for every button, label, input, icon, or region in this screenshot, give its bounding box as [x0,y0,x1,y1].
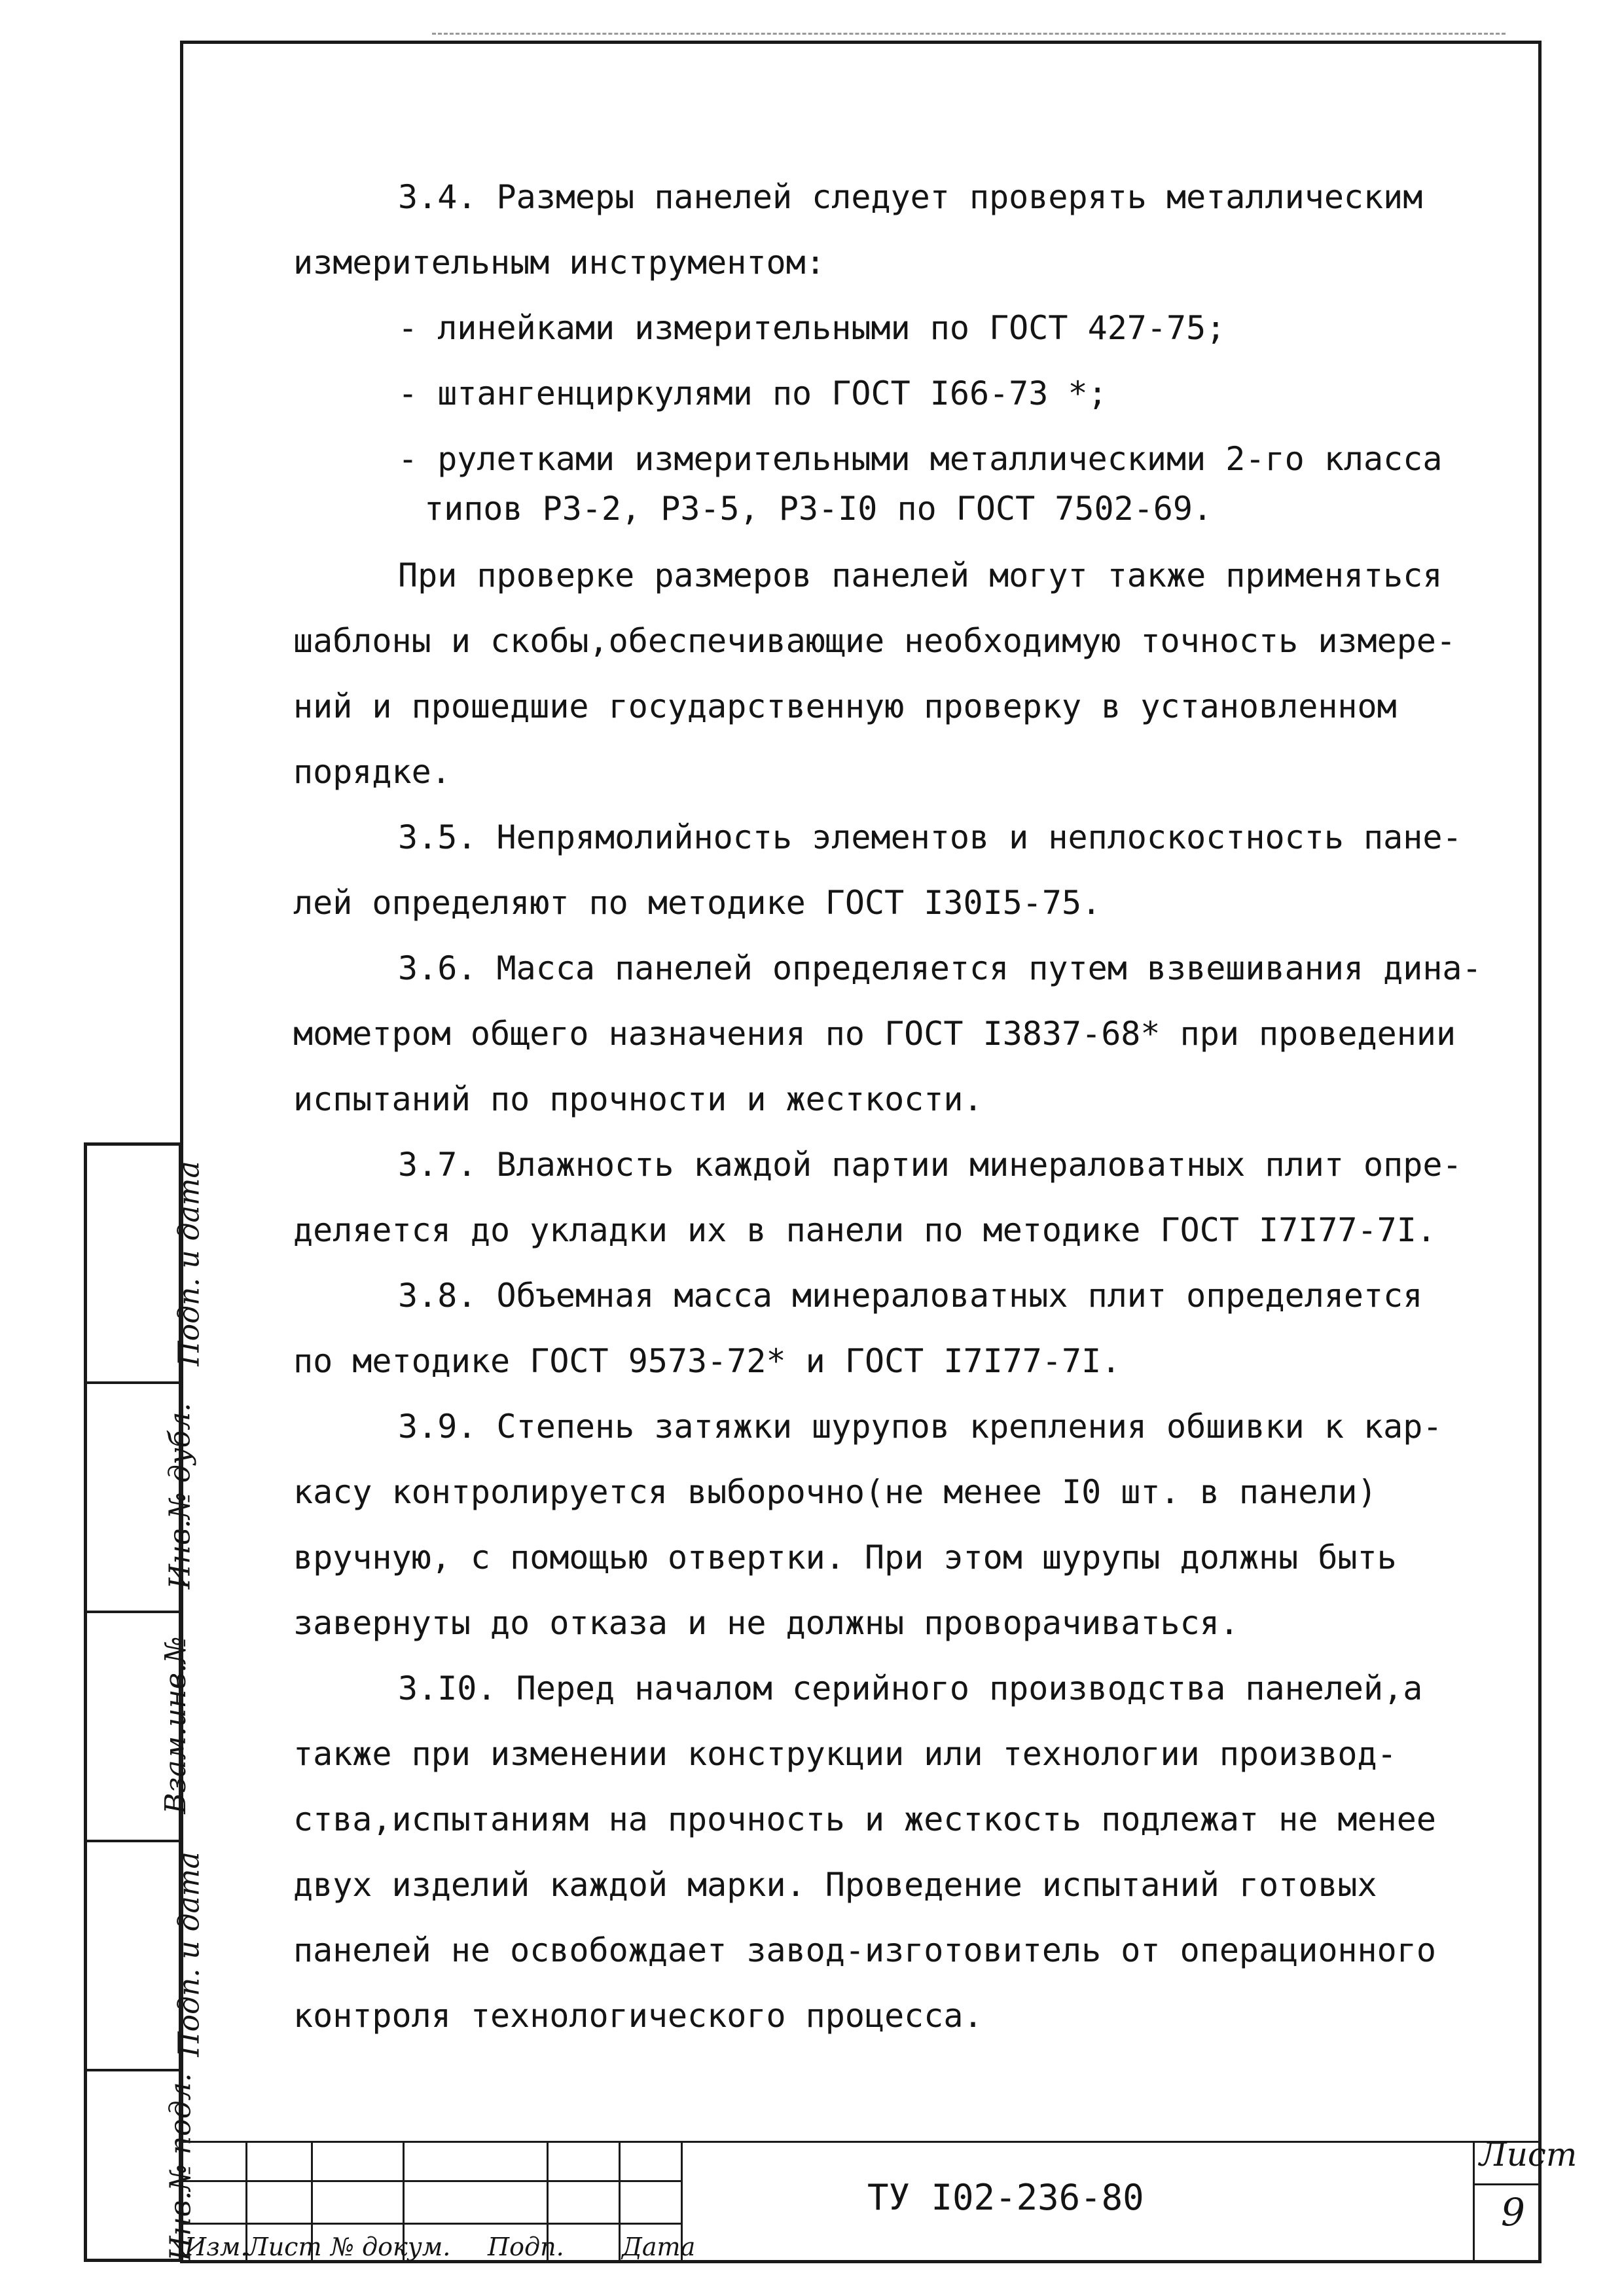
sheet-label: Лист [1479,2136,1578,2174]
col-label-signature: Подп. [488,2232,564,2261]
margin-label-replace-inv: Взам.инв.№ [158,1636,192,1814]
text-line: мометром общего назначения по ГОСТ I3837-68* при проведении [293,1015,1456,1053]
text-line: При проверке размеров панелей могут также применяться [398,556,1443,594]
text-line: 3.7. Влажность каждой партии минераловатных плит опре- [398,1146,1462,1184]
margin-label-sign-date-2: Подп. и дата [172,1851,206,2057]
list-item: - штангенциркулями по ГОСТ I66-73 *; [398,374,1108,412]
text-line: 3.4. Размеры панелей следует проверять металлическим [398,178,1423,216]
col-label-change: Изм. [185,2232,249,2261]
text-line: лей определяют по методике ГОСТ I30I5-75. [293,884,1102,922]
margin-label-sign-date-1: Подп. и дата [172,1161,206,1366]
margin-label-orig-inv: Инв.№ подл. [164,2073,198,2261]
text-line: завернуты до отказа и не должны проворачиваться. [293,1604,1239,1642]
margin-label-dup-inv: Инв.№ дубл. [163,1402,197,1590]
sheet-number: 9 [1501,2190,1525,2234]
document-number: ТУ I02-236-80 [867,2177,1144,2218]
text-line: 3.9. Степень затяжки шурупов крепления обшивки к кар- [398,1408,1443,1446]
top-dashed-line [432,33,1506,35]
text-line: 3.I0. Перед началом серийного производства панелей,а [398,1669,1423,1707]
margin-strip [84,1142,206,2262]
text-line: испытаний по прочности и жесткости. [293,1080,983,1118]
text-line: измерительным инструментом: [293,244,825,282]
text-line: деляется до укладки их в панели по методике ГОСТ I7I77-7I. [293,1211,1436,1249]
text-line: 3.5. Непрямолийность элементов и неплоскостность пане- [398,818,1462,856]
list-item: - рулетками измерительными металлическими 2-го класса [398,440,1443,478]
text-line: 3.8. Объемная масса минераловатных плит определяется [398,1277,1423,1315]
text-line: порядке. [293,753,451,791]
text-line: 3.6. Масса панелей определяется путем взвешивания дина- [398,949,1482,987]
list-item: - линейками измерительными по ГОСТ 427-75; [398,309,1226,347]
text-line: вручную, с помощью отвертки. При этом шурупы должны быть [293,1539,1397,1576]
col-label-doc-no: № докум. [331,2232,451,2261]
text-line: по методике ГОСТ 9573-72* и ГОСТ I7I77-7I. [293,1342,1121,1380]
text-line: двух изделий каждой марки. Проведение испытаний готовых [293,1866,1377,1904]
text-line: также при изменении конструкции или технологии производ- [293,1735,1397,1773]
text-line: ний и прошедшие государственную проверку в установленном [293,687,1397,725]
list-item-continuation: типов Р3-2, Р3-5, Р3-I0 по ГОСТ 7502-69. [424,490,1213,528]
col-label-sheet: Лист [247,2232,322,2261]
text-line: касу контролируется выборочно(не менее I0 шт. в панели) [293,1473,1377,1511]
col-label-date: Дата [622,2232,696,2261]
text-line: шаблоны и скобы,обеспечивающие необходимую точность измере- [293,622,1456,660]
text-line: ства,испытаниям на прочность и жесткость подлежат не менее [293,1800,1436,1838]
text-line: панелей не освобождает завод-изготовитель от операционного [293,1931,1436,1969]
text-line: контроля технологического процесса. [293,1997,983,2035]
